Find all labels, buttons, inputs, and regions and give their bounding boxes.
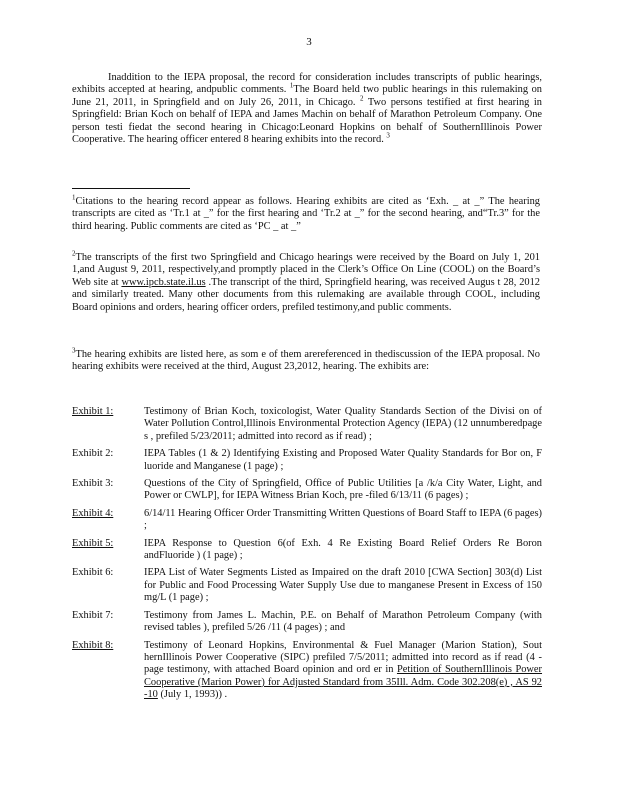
footnote-1: $^1$Citations to the hearing record appear as follows. Hearing exhibits are cited as ‘Exh. _ at _” The hearing transcripts are cited as ‘Tr.1 at _” for the first hearing and ‘Tr.2 at _” for the second hearing, and“Tr.3” for the third hearing. Public comments are cited as ‘PC _ at _”	[72, 193, 540, 232]
exhibit-description: IEPA Tables (1 & 2) Identifying Existing and Proposed Water Quality Standards for Bor on, F luoride and Manganese (1 page) ;	[144, 448, 542, 472]
intro-paragraph: Inaddition to the IEPA proposal, the record for consideration includes transcripts of public hearings, exhibits accepted at hearing, andpublic comments. $^1$The Board held two public hearings in this rulemaking on June 21, 2011, in Springfield and on July 26, 2011, in Chicago. $^2$ Two persons testified at first hearing in Springfield: Brian Koch on behalf of IEPA and James Machin on behalf of Marathon Petroleum Company. One person testi fiedat the second hearing in Chicago:Leonard Hopkins on behalf of SouthernIllinois Power Cooperative. The hearing officer entered 8 hearing exhibits into the record. $^3$	[72, 72, 542, 146]
page-number: 3	[306, 36, 312, 48]
exhibit-item	[72, 448, 542, 473]
exhibit-item	[72, 610, 542, 635]
exhibit-description: Questions of the City of Springfield, Office of Public Utilities [a /k/a City Water, Light, and Power or CWLP], for IEPA Witness Brian Koch, pre -filed 6/13/11 (6 pages) ;	[144, 478, 542, 502]
exhibit-description: Testimony from James L. Machin, P.E. on Behalf of Marathon Petroleum Company (with revised tables ), prefiled 5/26 /11 (4 pages) ; and	[144, 609, 542, 634]
exhibit-list	[72, 406, 542, 707]
exhibit-description: Testimony of Brian Koch, toxicologist, Water Quality Standards Section of the Divisi on of Water Pollution Control,Illinois Environmental Protection Agency (IEPA) (12 unnumberedpage s , prefiled 5/23/2011; admitted into record as if read) ;	[144, 406, 542, 442]
exhibit-item	[72, 538, 542, 563]
exhibit-description: Testimony of Leonard Hopkins, Environmental & Fuel Manager (Marion Station), Sout hernIllinois Power Cooperative (SIPC) prefiled 7/5/2011; admitted into record as if read (4 -page testimony, with attached Board opinion and ord er in Petition of SouthernIllinois Power Cooperative (Marion Power) for Adjusted Standard from 35Ill. Adm. Code 302.208(e) , AS 92 -10 (July 1, 1993)) .	[144, 639, 543, 701]
exhibit-item	[72, 478, 542, 503]
exhibit-label: Exhibit 3:	[72, 478, 114, 490]
footnote-3: $^3$The hearing exhibits are listed here, as som e of them arereferenced in thediscussion of the IEPA proposal. No hearing exhibits were received at the third, August 23,2012, hearing. The exhibits are:	[72, 346, 540, 373]
exhibit-description: 6/14/11 Hearing Officer Order Transmitting Written Questions of Board Staff to IEPA (6 pages) ;	[144, 507, 542, 532]
exhibit-label: Exhibit 6:	[72, 567, 114, 579]
exhibit-label: Exhibit 8:	[72, 639, 114, 651]
exhibit-description: IEPA List of Water Segments Listed as Impaired on the draft 2010 [CWA Section] 303(d) List for Public and Food Processing Water Supply Use due to manganese Present in Excess of 150 mg/L (1 page) ;	[144, 567, 542, 604]
exhibit-item	[72, 508, 542, 533]
exhibit-label: Exhibit 5:	[72, 537, 114, 549]
exhibit-item	[72, 406, 542, 443]
board-website-link[interactable]: www.ipcb.state.il.us	[121, 276, 206, 288]
footnote-divider	[72, 188, 190, 189]
exhibit-label: Exhibit 4:	[72, 507, 114, 519]
footnote-2: $^2$The transcripts of the first two Springfield and Chicago hearings were received by the Board on July 1, 201 1,and August 9, 2011, respectively,and promptly placed in the Clerk’s Office On Line (COOL) on the Board’s Web site at www.ipcb.state.il.us .The transcript of the third, Springfield hearing, was received Augus t 28, 2012 and similarly treated. Many other documents from this rulemaking are available through COOL, including Board opinions and orders, hearing officer orders, prefiled testimony,and public comments.	[72, 249, 540, 313]
footnote-ref-1: 1	[289, 81, 294, 90]
exhibit-label: Exhibit 1:	[72, 406, 114, 417]
exhibit-description: IEPA Response to Question 6(of Exh. 4 Re Existing Board Relief Orders Re Boron andFluoride ) (1 page) ;	[144, 537, 542, 562]
footnote-ref-3: 3	[386, 131, 390, 140]
exhibit-item	[72, 640, 542, 702]
footnote-ref-2: 2	[360, 94, 364, 103]
exhibit-item	[72, 567, 542, 604]
exhibit-label: Exhibit 7:	[72, 609, 114, 621]
case-citation: Petition of SouthernIllinois Power Cooperative (Marion Power) for Adjusted Standard from 35Ill. Adm. Code 302.208(e) , AS 92 -10	[144, 664, 543, 701]
exhibit-label: Exhibit 2:	[72, 448, 114, 460]
